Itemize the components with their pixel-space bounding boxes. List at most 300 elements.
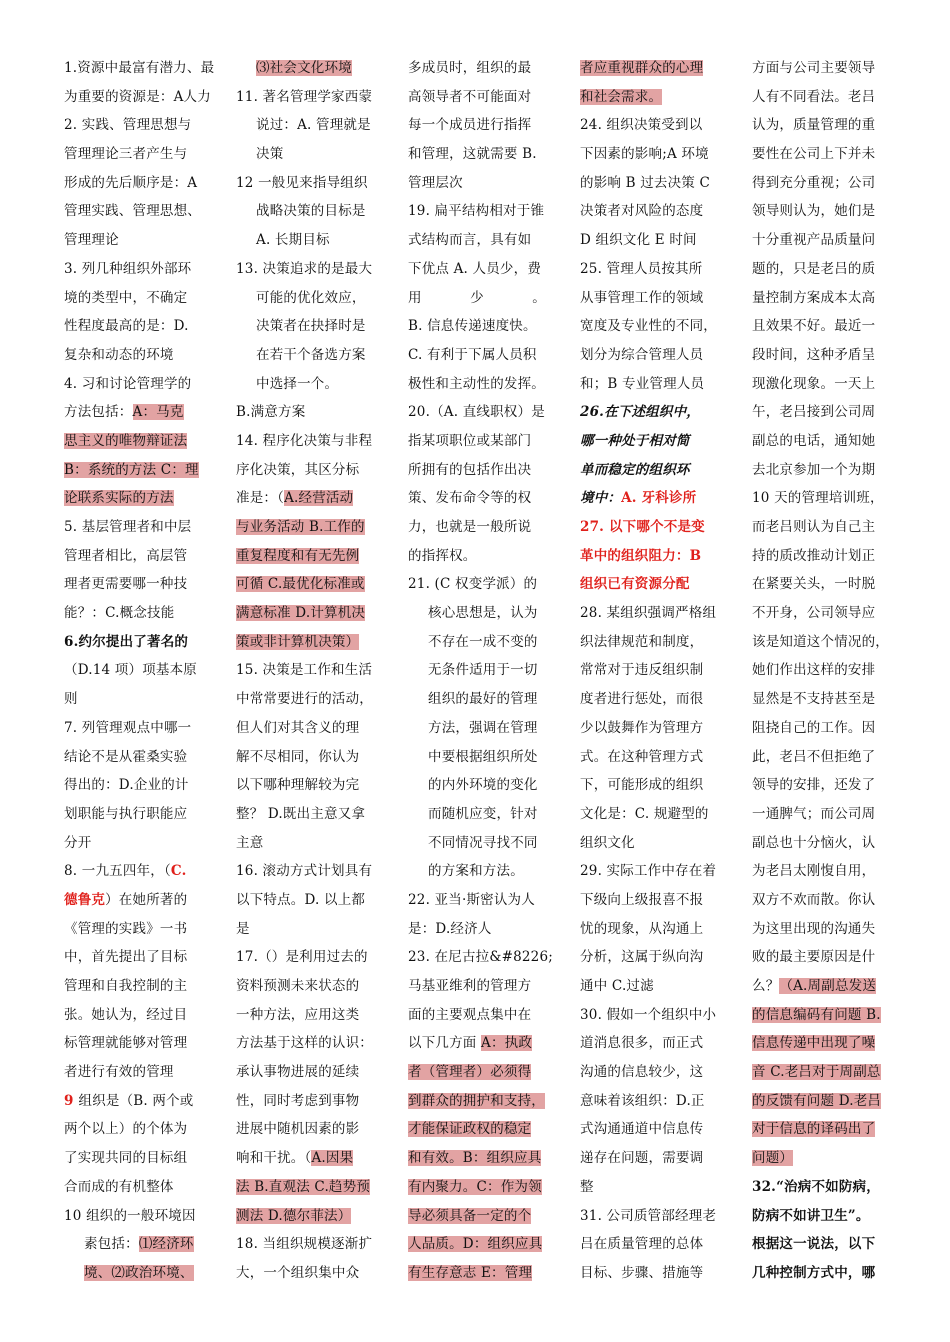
line-text: 组织文化	[580, 834, 635, 851]
line-text: 结论不是从霍桑实验	[64, 748, 188, 765]
text-line	[580, 886, 740, 915]
line-text: 现激化现象。一天上	[752, 375, 876, 392]
line-text: 组织是（B. 两个或	[78, 1092, 194, 1109]
text-line	[408, 685, 568, 714]
text-line	[64, 456, 224, 485]
text-line	[64, 743, 224, 772]
text-line	[752, 456, 912, 485]
line-text: 意味着该组织：D.正	[580, 1092, 705, 1109]
text-line	[580, 111, 740, 140]
line-text: 忧的现象，从沟通上	[580, 920, 704, 937]
text-line	[64, 771, 224, 800]
text-line	[408, 1202, 568, 1231]
line-text: 14. 程序化决策与非程	[236, 432, 373, 449]
text-line	[752, 714, 912, 743]
text-line	[580, 915, 740, 944]
line-text: 5. 基层管理者和中层	[64, 519, 192, 535]
line-text: 得到充分重视；公司	[752, 174, 876, 191]
text-line	[236, 284, 396, 313]
text-line	[752, 886, 912, 915]
text-line	[64, 1115, 224, 1144]
line-text: 境中：	[580, 490, 622, 507]
line-text: 管理实践、管理思想、	[64, 203, 201, 220]
text-line	[752, 197, 912, 226]
line-text: 副总的电话，通知她	[752, 432, 876, 449]
line-text: 了实现共同的目标组	[64, 1150, 188, 1167]
text-line	[236, 829, 396, 858]
line-text: 无条件适用于一切	[428, 662, 538, 679]
line-text: 17.（）是利用过去的	[236, 949, 368, 966]
line-text: 整	[580, 1178, 594, 1195]
line-text: 28. 某组织强调严格组	[580, 605, 717, 622]
line-text: 理者更需要哪一种技	[64, 576, 188, 593]
text-line	[236, 484, 396, 513]
line-text: 要性在公司上下并未	[752, 146, 876, 163]
text-line	[64, 312, 224, 341]
line-text: 19. 扁平结构相对于锥	[408, 203, 545, 220]
line-text: 管理层次	[408, 174, 463, 191]
text-line	[752, 915, 912, 944]
line-text: 23. 在尼古拉&#8226;	[408, 949, 553, 966]
highlighted-text: 有生存意志 E：管理	[408, 1264, 533, 1281]
text-line	[752, 1087, 912, 1116]
line-text: 10 组织的一般环境因	[64, 1207, 196, 1224]
line-text: 复杂和动态的环境	[64, 346, 174, 363]
line-text: 显然是不支持甚至是	[752, 691, 876, 708]
text-line	[408, 484, 568, 513]
highlighted-text: ⑴经济环	[138, 1236, 194, 1253]
text-line	[408, 743, 568, 772]
highlighted-text: 法 B.直观法 C.趋势预	[236, 1178, 371, 1195]
text-line	[580, 542, 740, 571]
line-text: 7. 列管理观点中哪一	[64, 719, 192, 736]
text-line	[64, 542, 224, 571]
line-text: 但人们对其含义的理	[236, 719, 360, 736]
text-line	[580, 714, 740, 743]
text-line	[580, 197, 740, 226]
text-line	[236, 140, 396, 169]
line-text: 划职能与执行职能应	[64, 805, 188, 822]
highlighted-text: 与业务活动 B.工作的	[236, 519, 365, 535]
text-line	[580, 599, 740, 628]
text-line	[580, 685, 740, 714]
text-line	[236, 972, 396, 1001]
line-text: 沟通的信息较少，这	[580, 1064, 704, 1081]
text-line	[752, 1202, 912, 1231]
line-text: 合而成的有机整体	[64, 1178, 174, 1195]
text-line	[64, 714, 224, 743]
line-text: 可能的优化效应，	[256, 289, 366, 306]
text-line	[236, 714, 396, 743]
line-text: 管理理论	[64, 232, 119, 249]
text-line	[236, 341, 396, 370]
text-line	[580, 398, 740, 427]
line-text: 管理者相比，高层管	[64, 547, 188, 564]
line-text: 24. 组织决策受到以	[580, 117, 703, 134]
highlighted-text: 论联系实际的方法	[64, 490, 174, 507]
text-line	[236, 915, 396, 944]
highlighted-text: 测法 D.德尔菲法）	[236, 1207, 352, 1224]
text-line	[408, 800, 568, 829]
line-text: 为重要的资源是：A人力	[64, 88, 211, 105]
text-line	[752, 771, 912, 800]
line-text: 不开身，公司领导应	[752, 605, 876, 622]
line-text: 的指挥权。	[408, 547, 477, 564]
text-line	[64, 943, 224, 972]
text-line	[580, 800, 740, 829]
line-text: 以下哪种理解较为完	[236, 777, 360, 794]
text-line	[408, 370, 568, 399]
line-text: ）在她所著的	[105, 891, 188, 908]
text-line	[236, 111, 396, 140]
text-line	[64, 54, 224, 83]
line-text: 从事管理工作的领域	[580, 289, 704, 306]
line-text: 为这里出现的沟通失	[752, 920, 876, 937]
text-line	[580, 743, 740, 772]
column-5	[752, 54, 912, 1288]
line-text: 式沟通通道中信息传	[580, 1121, 704, 1138]
text-line	[236, 1058, 396, 1087]
line-text: 管理和自我控制的主	[64, 978, 188, 994]
text-line	[236, 1029, 396, 1058]
text-line	[408, 169, 568, 198]
line-text: 3. 列几种组织外部环	[64, 260, 192, 277]
text-line	[752, 398, 912, 427]
text-line	[580, 140, 740, 169]
text-line	[580, 169, 740, 198]
highlighted-text: 思主义的唯物辩证法	[64, 432, 188, 449]
highlighted-text: 人品质。D：组织应具	[408, 1236, 543, 1253]
text-line	[64, 370, 224, 399]
emphasized-text: 27. 以下哪个不是变	[580, 519, 705, 535]
text-line	[236, 599, 396, 628]
line-text: 进展中随机因素的影	[236, 1121, 360, 1138]
line-text: 解不尽相同，你认为	[236, 748, 360, 765]
line-text: 每一个成员进行指挥	[408, 117, 532, 134]
text-line	[752, 743, 912, 772]
text-line	[408, 1144, 568, 1173]
line-text: 性，同时考虑到事物	[236, 1092, 360, 1109]
text-line	[64, 915, 224, 944]
line-text: 13. 决策追求的是最大	[236, 260, 373, 277]
text-line	[580, 771, 740, 800]
line-text: 31. 公司质管部经理老	[580, 1207, 717, 1224]
text-line	[408, 111, 568, 140]
text-line	[236, 570, 396, 599]
line-text: A. 长期目标	[256, 232, 330, 249]
column-3	[408, 54, 568, 1288]
line-text: 指某项职位或某部门	[408, 432, 532, 449]
line-text: 去北京参加一个为期	[752, 461, 876, 478]
text-line	[236, 542, 396, 571]
text-line	[408, 513, 568, 542]
line-text: 吕在质量管理的总体	[580, 1236, 704, 1253]
text-line	[752, 341, 912, 370]
highlighted-text: 境、⑵政治环境、	[84, 1264, 194, 1281]
line-text: 两个以上）的个体为	[64, 1121, 188, 1138]
text-line	[580, 427, 740, 456]
line-text: 资料预测未来状态的	[236, 978, 360, 994]
column-1	[64, 54, 224, 1288]
highlighted-text: A.因果	[311, 1150, 354, 1167]
highlighted-text: 和有效。B：组织应具	[408, 1150, 542, 1167]
line-text: 2. 实践、管理思想与	[64, 117, 192, 134]
text-line	[752, 943, 912, 972]
text-line	[752, 656, 912, 685]
text-line	[752, 140, 912, 169]
text-line	[408, 140, 568, 169]
text-line	[408, 972, 568, 1001]
text-line	[236, 1259, 396, 1288]
line-text: 少以鼓舞作为管理方	[580, 719, 704, 736]
text-line	[580, 570, 740, 599]
line-text: 20.（A. 直线职权）是	[408, 404, 545, 421]
line-text: 下，可能形成的组织	[580, 777, 704, 794]
text-line	[236, 771, 396, 800]
text-line	[236, 513, 396, 542]
text-line	[752, 169, 912, 198]
line-text: 不同情况寻找不同	[428, 834, 538, 851]
text-line	[408, 599, 568, 628]
line-text: 段时间，这种矛盾呈	[752, 346, 876, 363]
text-line	[64, 857, 224, 886]
text-line	[752, 1173, 912, 1202]
text-line	[580, 1202, 740, 1231]
text-line	[236, 54, 396, 83]
text-line	[64, 484, 224, 513]
text-line	[236, 743, 396, 772]
line-text: 此，老吕不但拒绝了	[752, 748, 876, 765]
highlighted-text: 者（管理者）必须得	[408, 1064, 532, 1081]
text-line	[752, 857, 912, 886]
highlighted-text: A：马克	[132, 404, 184, 421]
line-text: 双方不欢而散。你认	[752, 891, 876, 908]
line-text: 标管理就能够对管理	[64, 1035, 188, 1052]
text-line	[64, 1144, 224, 1173]
line-text: 下优点 A. 人员少，费	[408, 260, 542, 277]
text-line	[408, 915, 568, 944]
text-line	[64, 284, 224, 313]
line-text: 和管理，这就需要 B.	[408, 146, 537, 163]
line-text: 宽度及专业性的不同，	[580, 318, 717, 335]
line-text: 26.在下述组织中，	[580, 404, 700, 421]
line-text: 1.资源中最富有潜力、最	[64, 60, 215, 76]
text-line	[236, 886, 396, 915]
text-line	[580, 1001, 740, 1030]
text-line	[408, 714, 568, 743]
line-text: 该是知道这个情况的，	[752, 633, 889, 650]
text-line	[236, 1144, 396, 1173]
text-line	[752, 1259, 912, 1288]
highlighted-text: B：系统的方法 C：理	[64, 461, 199, 478]
line-text: 十分重视产品质量问	[752, 232, 876, 249]
text-line	[236, 1001, 396, 1030]
text-line	[236, 1115, 396, 1144]
emphasized-text: 9	[64, 1092, 79, 1109]
text-line	[752, 1230, 912, 1259]
text-line	[752, 312, 912, 341]
text-line	[408, 312, 568, 341]
text-line	[752, 542, 912, 571]
line-text: 题的，只是老吕的质	[752, 260, 876, 277]
line-text: 织法律规范和制度，	[580, 633, 704, 650]
text-line	[408, 943, 568, 972]
line-text: 是	[236, 920, 250, 937]
line-text: 不存在一成不变的	[428, 633, 538, 650]
line-text: 单而稳定的组织环	[580, 461, 690, 478]
line-text: 人有不同看法。老吕	[752, 88, 876, 105]
line-text: D 组织文化 E 时间	[580, 232, 697, 249]
line-text: 副总也十分恼火，认	[752, 834, 876, 851]
line-text: 中选择一个。	[256, 375, 339, 392]
line-text: 递存在问题，需要调	[580, 1150, 704, 1167]
text-line	[752, 1144, 912, 1173]
line-text: 领导则认为，她们是	[752, 203, 876, 220]
text-line	[64, 1230, 224, 1259]
highlighted-text: 才能保证政权的稳定	[408, 1121, 532, 1138]
line-text: 组织的最好的管理	[428, 691, 538, 708]
line-text: 中要根据组织所处	[428, 748, 538, 765]
text-line	[236, 943, 396, 972]
line-text: 所拥有的包括作出决	[408, 461, 532, 478]
line-text: 决策	[256, 146, 284, 163]
highlighted-text: 满意标准 D.计算机决	[236, 605, 366, 622]
line-text: 认为，质量管理的重	[752, 117, 876, 134]
text-line	[408, 1001, 568, 1030]
line-text: 面的主要观点集中在	[408, 1006, 532, 1023]
line-text: 22. 亚当·斯密认为人	[408, 891, 535, 908]
text-line	[752, 800, 912, 829]
text-line	[236, 800, 396, 829]
text-line	[64, 83, 224, 112]
text-line	[752, 54, 912, 83]
line-text: B.满意方案	[236, 404, 306, 421]
text-line	[64, 513, 224, 542]
line-text: 持的质改推动计划正	[752, 547, 876, 564]
text-line	[580, 943, 740, 972]
line-text: 的方案和方法。	[428, 863, 524, 880]
emphasized-text: 组织已有资源分配	[580, 576, 690, 593]
line-text: 道消息很多，而正式	[580, 1035, 704, 1052]
line-text: 。	[532, 289, 546, 306]
text-line	[408, 456, 568, 485]
line-text: 而随机应变，针对	[428, 805, 538, 822]
text-line	[408, 398, 568, 427]
text-line	[236, 1087, 396, 1116]
text-line	[580, 255, 740, 284]
line-text: 分析，这属于纵向沟	[580, 949, 704, 966]
line-text: 以下特点。D. 以上都	[236, 891, 366, 908]
text-line	[752, 370, 912, 399]
text-line	[236, 169, 396, 198]
text-line	[580, 628, 740, 657]
text-line	[580, 54, 740, 83]
text-line	[408, 1230, 568, 1259]
text-line	[236, 685, 396, 714]
line-text: 么？	[752, 978, 780, 994]
text-line	[408, 255, 568, 284]
line-text: 量控制方案成本太高	[752, 289, 876, 306]
text-line	[64, 685, 224, 714]
emphasized-text: 革中的组织阻力：B	[580, 547, 702, 564]
text-line	[408, 1115, 568, 1144]
text-line	[580, 857, 740, 886]
text-line	[64, 169, 224, 198]
line-text: 阻挠自己的工作。因	[752, 719, 876, 736]
text-line	[580, 1087, 740, 1116]
line-text: 序化决策，其区分标	[236, 461, 360, 478]
text-line	[752, 972, 912, 1001]
text-line	[580, 312, 740, 341]
line-text: 29. 实际工作中存在着	[580, 863, 717, 880]
text-line	[752, 1029, 912, 1058]
highlighted-text: 对于信息的译码出了	[752, 1121, 876, 1138]
line-text: 方法包括：	[64, 404, 133, 421]
line-text: 素包括：	[84, 1236, 139, 1253]
text-line	[64, 341, 224, 370]
text-line	[64, 1087, 224, 1116]
line-text: 度者进行惩处，而很	[580, 691, 704, 708]
text-line	[752, 599, 912, 628]
text-line	[408, 284, 568, 313]
line-text: 核心思想是，认为	[428, 605, 538, 622]
line-text: 16. 滚动方式计划具有	[236, 863, 373, 880]
text-line	[236, 255, 396, 284]
line-text: 用	[408, 289, 422, 306]
text-line	[236, 656, 396, 685]
text-line	[64, 829, 224, 858]
line-text: （D.14 项）项基本原	[64, 662, 198, 679]
text-line	[64, 140, 224, 169]
line-text: 4. 习和讨论管理学的	[64, 375, 192, 392]
line-text: 则	[64, 691, 78, 708]
text-line	[64, 656, 224, 685]
line-text: 25. 管理人员按其所	[580, 260, 703, 277]
line-text: 说过：A. 管理就是	[256, 117, 371, 134]
text-line	[580, 83, 740, 112]
text-line	[580, 226, 740, 255]
line-text: 的影响 B 过去决策 C	[580, 174, 711, 191]
line-text: C. 有利于下属人员积	[408, 346, 537, 363]
text-line	[64, 599, 224, 628]
text-line	[580, 1173, 740, 1202]
text-line	[580, 1058, 740, 1087]
line-text: 她们作出这样的安排	[752, 662, 876, 679]
line-text: 决策者在抉择时是	[256, 318, 366, 335]
line-text: 午，老吕接到公司周	[752, 404, 876, 421]
text-line	[752, 111, 912, 140]
text-line	[580, 1144, 740, 1173]
line-text: 划分为综合管理人员	[580, 346, 704, 363]
text-line	[752, 427, 912, 456]
text-line	[752, 513, 912, 542]
highlighted-text: 策或非计算机决策）	[236, 633, 360, 650]
text-line	[752, 829, 912, 858]
line-text: 领导的安排，还发了	[752, 777, 876, 794]
line-text: 中，首先提出了目标	[64, 949, 188, 966]
line-text: 主意	[236, 834, 264, 851]
line-text: 在紧要关头，一时脱	[752, 576, 876, 593]
line-text: 且效果不好。最近一	[752, 318, 876, 335]
text-line	[236, 312, 396, 341]
text-line	[580, 1115, 740, 1144]
line-text: 承认事物进展的延续	[236, 1064, 360, 1081]
text-line	[64, 427, 224, 456]
text-line	[580, 829, 740, 858]
text-line	[408, 83, 568, 112]
line-text: 性程度最高的是：D.	[64, 318, 189, 335]
text-line	[752, 1058, 912, 1087]
